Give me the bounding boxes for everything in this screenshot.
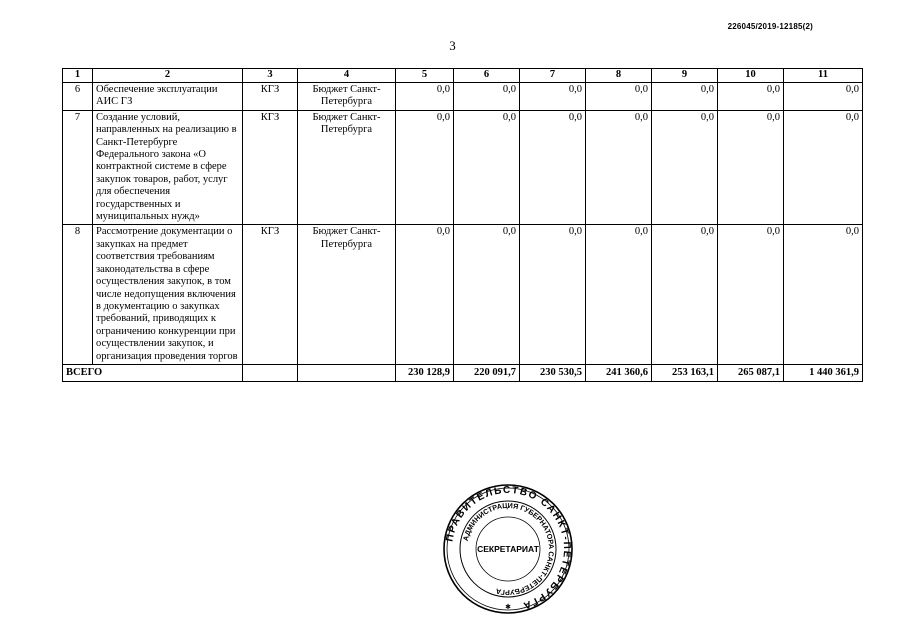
total-value: 265 087,1 — [718, 364, 784, 381]
row-source: Бюджет Санкт-Петербурга — [298, 225, 396, 364]
column-header: 10 — [718, 69, 784, 83]
row-number: 8 — [63, 225, 93, 364]
column-header: 3 — [243, 69, 298, 83]
row-number: 7 — [63, 110, 93, 225]
column-header: 7 — [520, 69, 586, 83]
empty-cell — [298, 364, 396, 381]
row-value: 0,0 — [586, 83, 652, 111]
row-value: 0,0 — [520, 110, 586, 225]
total-value: 230 530,5 — [520, 364, 586, 381]
row-name: Рассмотрение документации о закупках на предмет соответствия требованиям законодательства в сфере осуществления закупок, в том числе недопущения включения в документацию о закупках требований, приводящих к ограничению конкуренции при осуществлении закупок, и организация проведения торгов — [93, 225, 243, 364]
row-value: 0,0 — [454, 83, 520, 111]
row-value: 0,0 — [454, 225, 520, 364]
stamp-inner-text: АДМИНИСТРАЦИЯ ГУБЕРНАТОРА САНКТ-ПЕТЕРБУРГА — [460, 500, 557, 598]
table-header-row — [63, 69, 863, 83]
row-value: 0,0 — [784, 225, 863, 364]
row-executor: КГЗ — [243, 110, 298, 225]
official-stamp — [442, 483, 574, 615]
row-value: 0,0 — [520, 225, 586, 364]
row-value: 0,0 — [652, 110, 718, 225]
row-source: Бюджет Санкт-Петербурга — [298, 110, 396, 225]
total-row — [63, 364, 863, 381]
column-header: 4 — [298, 69, 396, 83]
total-value: 220 091,7 — [454, 364, 520, 381]
row-value: 0,0 — [396, 110, 454, 225]
stamp-outer-text: ПРАВИТЕЛЬСТВО САНКТ-ПЕТЕРБУРГА — [444, 484, 573, 612]
row-executor: КГЗ — [243, 83, 298, 111]
budget-table — [62, 68, 863, 382]
total-label: ВСЕГО — [63, 364, 243, 381]
column-header: 6 — [454, 69, 520, 83]
total-value: 1 440 361,9 — [784, 364, 863, 381]
row-name: Обеспечение эксплуатации АИС ГЗ — [93, 83, 243, 111]
empty-cell — [243, 364, 298, 381]
total-value: 253 163,1 — [652, 364, 718, 381]
row-value: 0,0 — [520, 83, 586, 111]
row-value: 0,0 — [396, 83, 454, 111]
row-value: 0,0 — [652, 83, 718, 111]
row-value: 0,0 — [784, 83, 863, 111]
column-header: 1 — [63, 69, 93, 83]
row-source: Бюджет Санкт-Петербурга — [298, 83, 396, 111]
document-number: 226045/2019-12185(2) — [727, 22, 813, 31]
column-header: 5 — [396, 69, 454, 83]
column-header: 9 — [652, 69, 718, 83]
column-header: 2 — [93, 69, 243, 83]
total-value: 241 360,6 — [586, 364, 652, 381]
row-value: 0,0 — [718, 83, 784, 111]
row-value: 0,0 — [396, 225, 454, 364]
stamp-star-icon: ✱ — [505, 603, 511, 611]
row-value: 0,0 — [718, 110, 784, 225]
stamp-center-text: СЕКРЕТАРИАТ — [477, 544, 539, 554]
column-header: 11 — [784, 69, 863, 83]
total-value: 230 128,9 — [396, 364, 454, 381]
table-row — [63, 225, 863, 364]
row-value: 0,0 — [718, 225, 784, 364]
row-name: Создание условий, направленных на реализацию в Санкт-Петербурге Федерального закона «О контрактной системе в сфере закупок товаров, работ, услуг для обеспечения государственных и муниципальных нужд» — [93, 110, 243, 225]
row-value: 0,0 — [586, 110, 652, 225]
column-header: 8 — [586, 69, 652, 83]
table-row — [63, 83, 863, 111]
row-number: 6 — [63, 83, 93, 111]
table-row — [63, 110, 863, 225]
row-executor: КГЗ — [243, 225, 298, 364]
row-value: 0,0 — [586, 225, 652, 364]
row-value: 0,0 — [454, 110, 520, 225]
row-value: 0,0 — [784, 110, 863, 225]
page-number: 3 — [449, 38, 456, 53]
row-value: 0,0 — [652, 225, 718, 364]
